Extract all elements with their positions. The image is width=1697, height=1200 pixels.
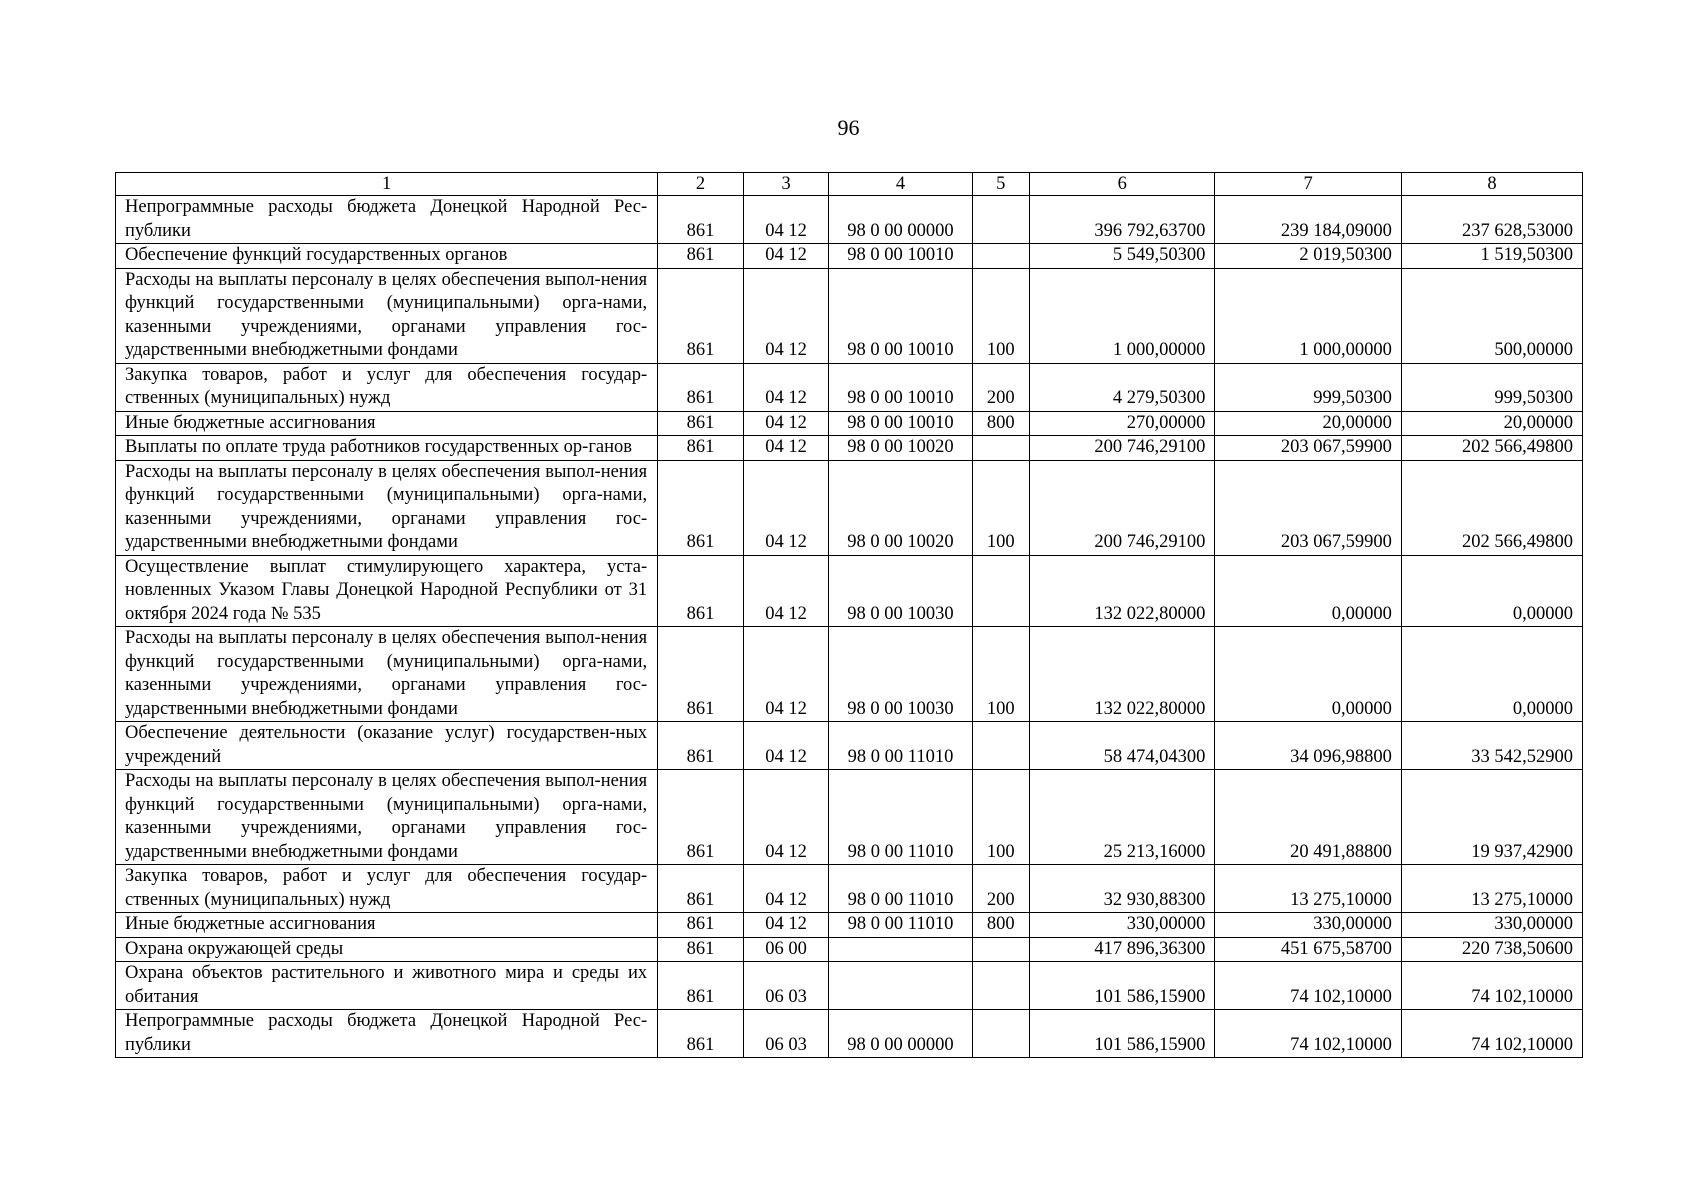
amount-col7-cell: 999,50300	[1215, 363, 1401, 411]
amount-col8-cell: 33 542,52900	[1401, 722, 1582, 770]
department-code-cell: 861	[658, 411, 744, 436]
expense-type-cell: 100	[972, 268, 1029, 363]
target-article-cell: 98 0 00 10010	[829, 244, 972, 269]
amount-col7-cell: 74 102,10000	[1215, 1010, 1401, 1058]
department-code-cell: 861	[658, 722, 744, 770]
amount-col6-cell: 132 022,80000	[1030, 627, 1215, 722]
section-code-cell: 04 12	[743, 913, 829, 938]
section-code-cell: 04 12	[743, 244, 829, 269]
section-code-cell: 04 12	[743, 411, 829, 436]
amount-col6-cell: 101 586,15900	[1030, 962, 1215, 1010]
expense-name-cell: Непрограммные расходы бюджета Донецкой Народной Рес-публики	[116, 1010, 658, 1058]
amount-col6-cell: 1 000,00000	[1030, 268, 1215, 363]
department-code-cell: 861	[658, 555, 744, 627]
amount-col8-cell: 19 937,42900	[1401, 770, 1582, 865]
column-header: 1	[116, 173, 658, 196]
target-article-cell: 98 0 00 10010	[829, 411, 972, 436]
column-number-row	[116, 173, 1583, 196]
expense-type-cell	[972, 436, 1029, 461]
section-code-cell: 04 12	[743, 770, 829, 865]
column-header: 6	[1030, 173, 1215, 196]
expense-type-cell	[972, 555, 1029, 627]
table-row	[116, 770, 1583, 865]
expense-type-cell: 100	[972, 627, 1029, 722]
amount-col8-cell: 500,00000	[1401, 268, 1582, 363]
amount-col6-cell: 4 279,50300	[1030, 363, 1215, 411]
table-row	[116, 865, 1583, 913]
budget-table	[115, 172, 1583, 1058]
table-row	[116, 244, 1583, 269]
target-article-cell: 98 0 00 11010	[829, 770, 972, 865]
amount-col7-cell: 2 019,50300	[1215, 244, 1401, 269]
expense-name-cell: Обеспечение деятельности (оказание услуг) государствен-ных учреждений	[116, 722, 658, 770]
target-article-cell: 98 0 00 10010	[829, 363, 972, 411]
table-row	[116, 363, 1583, 411]
expense-type-cell	[972, 1010, 1029, 1058]
amount-col8-cell: 202 566,49800	[1401, 436, 1582, 461]
amount-col6-cell: 32 930,88300	[1030, 865, 1215, 913]
amount-col6-cell: 58 474,04300	[1030, 722, 1215, 770]
column-header: 7	[1215, 173, 1401, 196]
section-code-cell: 04 12	[743, 722, 829, 770]
section-code-cell: 04 12	[743, 196, 829, 244]
table-row	[116, 962, 1583, 1010]
expense-type-cell: 200	[972, 865, 1029, 913]
target-article-cell: 98 0 00 11010	[829, 722, 972, 770]
amount-col6-cell: 101 586,15900	[1030, 1010, 1215, 1058]
section-code-cell: 04 12	[743, 436, 829, 461]
amount-col6-cell: 270,00000	[1030, 411, 1215, 436]
amount-col6-cell: 132 022,80000	[1030, 555, 1215, 627]
expense-type-cell	[972, 722, 1029, 770]
table-row	[116, 268, 1583, 363]
amount-col8-cell: 0,00000	[1401, 555, 1582, 627]
amount-col7-cell: 203 067,59900	[1215, 460, 1401, 555]
expense-name-cell: Иные бюджетные ассигнования	[116, 411, 658, 436]
expense-name-cell: Расходы на выплаты персоналу в целях обеспечения выпол-нения функций государственными (муниципальными) орга-нами, казенными учреждениями, органами управления гос-ударственными внебюджетными фондами	[116, 460, 658, 555]
department-code-cell: 861	[658, 962, 744, 1010]
amount-col8-cell: 74 102,10000	[1401, 962, 1582, 1010]
section-code-cell: 04 12	[743, 363, 829, 411]
amount-col7-cell: 0,00000	[1215, 627, 1401, 722]
expense-name-cell: Охрана окружающей среды	[116, 937, 658, 962]
table-row	[116, 460, 1583, 555]
expense-name-cell: Обеспечение функций государственных органов	[116, 244, 658, 269]
amount-col6-cell: 417 896,36300	[1030, 937, 1215, 962]
amount-col8-cell: 1 519,50300	[1401, 244, 1582, 269]
column-header: 4	[829, 173, 972, 196]
column-header: 8	[1401, 173, 1582, 196]
target-article-cell: 98 0 00 10030	[829, 555, 972, 627]
expense-type-cell: 100	[972, 460, 1029, 555]
page-number: 96	[837, 115, 860, 140]
expense-name-cell: Непрограммные расходы бюджета Донецкой Народной Рес-публики	[116, 196, 658, 244]
expense-type-cell: 800	[972, 411, 1029, 436]
table-row	[116, 1010, 1583, 1058]
expense-type-cell	[972, 962, 1029, 1010]
table-row	[116, 937, 1583, 962]
expense-type-cell	[972, 937, 1029, 962]
expense-type-cell	[972, 196, 1029, 244]
target-article-cell: 98 0 00 00000	[829, 1010, 972, 1058]
department-code-cell: 861	[658, 865, 744, 913]
amount-col8-cell: 330,00000	[1401, 913, 1582, 938]
expense-name-cell: Расходы на выплаты персоналу в целях обеспечения выпол-нения функций государственными (муниципальными) орга-нами, казенными учреждениями, органами управления гос-ударственными внебюджетными фондами	[116, 268, 658, 363]
expense-type-cell: 100	[972, 770, 1029, 865]
section-code-cell: 06 00	[743, 937, 829, 962]
target-article-cell: 98 0 00 11010	[829, 913, 972, 938]
section-code-cell: 06 03	[743, 1010, 829, 1058]
amount-col8-cell: 20,00000	[1401, 411, 1582, 436]
column-header: 3	[743, 173, 829, 196]
section-code-cell: 04 12	[743, 555, 829, 627]
amount-col6-cell: 330,00000	[1030, 913, 1215, 938]
amount-col8-cell: 13 275,10000	[1401, 865, 1582, 913]
table-row	[116, 436, 1583, 461]
department-code-cell: 861	[658, 268, 744, 363]
department-code-cell: 861	[658, 937, 744, 962]
expense-type-cell: 800	[972, 913, 1029, 938]
table-row	[116, 196, 1583, 244]
section-code-cell: 04 12	[743, 268, 829, 363]
amount-col7-cell: 239 184,09000	[1215, 196, 1401, 244]
amount-col6-cell: 5 549,50300	[1030, 244, 1215, 269]
table-row	[116, 411, 1583, 436]
target-article-cell: 98 0 00 10020	[829, 436, 972, 461]
amount-col6-cell: 200 746,29100	[1030, 436, 1215, 461]
department-code-cell: 861	[658, 244, 744, 269]
table-row	[116, 627, 1583, 722]
target-article-cell: 98 0 00 10010	[829, 268, 972, 363]
table-row	[116, 555, 1583, 627]
target-article-cell: 98 0 00 11010	[829, 865, 972, 913]
expense-name-cell: Осуществление выплат стимулирующего характера, уста-новленных Указом Главы Донецкой Народной Республики от 31 октября 2024 года № 535	[116, 555, 658, 627]
target-article-cell: 98 0 00 10030	[829, 627, 972, 722]
amount-col7-cell: 1 000,00000	[1215, 268, 1401, 363]
expense-name-cell: Иные бюджетные ассигнования	[116, 913, 658, 938]
amount-col8-cell: 999,50300	[1401, 363, 1582, 411]
amount-col6-cell: 200 746,29100	[1030, 460, 1215, 555]
expense-name-cell: Закупка товаров, работ и услуг для обеспечения государ-ственных (муниципальных) нужд	[116, 865, 658, 913]
section-code-cell: 06 03	[743, 962, 829, 1010]
amount-col7-cell: 20,00000	[1215, 411, 1401, 436]
amount-col8-cell: 0,00000	[1401, 627, 1582, 722]
target-article-cell	[829, 962, 972, 1010]
table-row	[116, 722, 1583, 770]
department-code-cell: 861	[658, 460, 744, 555]
amount-col7-cell: 0,00000	[1215, 555, 1401, 627]
target-article-cell: 98 0 00 00000	[829, 196, 972, 244]
expense-type-cell: 200	[972, 363, 1029, 411]
amount-col7-cell: 330,00000	[1215, 913, 1401, 938]
department-code-cell: 861	[658, 196, 744, 244]
expense-name-cell: Расходы на выплаты персоналу в целях обеспечения выпол-нения функций государственными (муниципальными) орга-нами, казенными учреждениями, органами управления гос-ударственными внебюджетными фондами	[116, 770, 658, 865]
amount-col8-cell: 202 566,49800	[1401, 460, 1582, 555]
amount-col8-cell: 237 628,53000	[1401, 196, 1582, 244]
column-header: 5	[972, 173, 1029, 196]
expense-name-cell: Расходы на выплаты персоналу в целях обеспечения выпол-нения функций государственными (муниципальными) орга-нами, казенными учреждениями, органами управления гос-ударственными внебюджетными фондами	[116, 627, 658, 722]
amount-col8-cell: 74 102,10000	[1401, 1010, 1582, 1058]
amount-col7-cell: 20 491,88800	[1215, 770, 1401, 865]
amount-col7-cell: 203 067,59900	[1215, 436, 1401, 461]
column-header: 2	[658, 173, 744, 196]
expense-name-cell: Закупка товаров, работ и услуг для обеспечения государ-ственных (муниципальных) нужд	[116, 363, 658, 411]
department-code-cell: 861	[658, 770, 744, 865]
amount-col7-cell: 451 675,58700	[1215, 937, 1401, 962]
section-code-cell: 04 12	[743, 627, 829, 722]
amount-col8-cell: 220 738,50600	[1401, 937, 1582, 962]
expense-name-cell: Охрана объектов растительного и животного мира и среды их обитания	[116, 962, 658, 1010]
expense-name-cell: Выплаты по оплате труда работников государственных ор-ганов	[116, 436, 658, 461]
department-code-cell: 861	[658, 913, 744, 938]
department-code-cell: 861	[658, 1010, 744, 1058]
amount-col6-cell: 396 792,63700	[1030, 196, 1215, 244]
amount-col7-cell: 34 096,98800	[1215, 722, 1401, 770]
amount-col7-cell: 74 102,10000	[1215, 962, 1401, 1010]
section-code-cell: 04 12	[743, 865, 829, 913]
table-row	[116, 913, 1583, 938]
section-code-cell: 04 12	[743, 460, 829, 555]
department-code-cell: 861	[658, 363, 744, 411]
department-code-cell: 861	[658, 627, 744, 722]
expense-type-cell	[972, 244, 1029, 269]
amount-col6-cell: 25 213,16000	[1030, 770, 1215, 865]
target-article-cell	[829, 937, 972, 962]
target-article-cell: 98 0 00 10020	[829, 460, 972, 555]
amount-col7-cell: 13 275,10000	[1215, 865, 1401, 913]
department-code-cell: 861	[658, 436, 744, 461]
